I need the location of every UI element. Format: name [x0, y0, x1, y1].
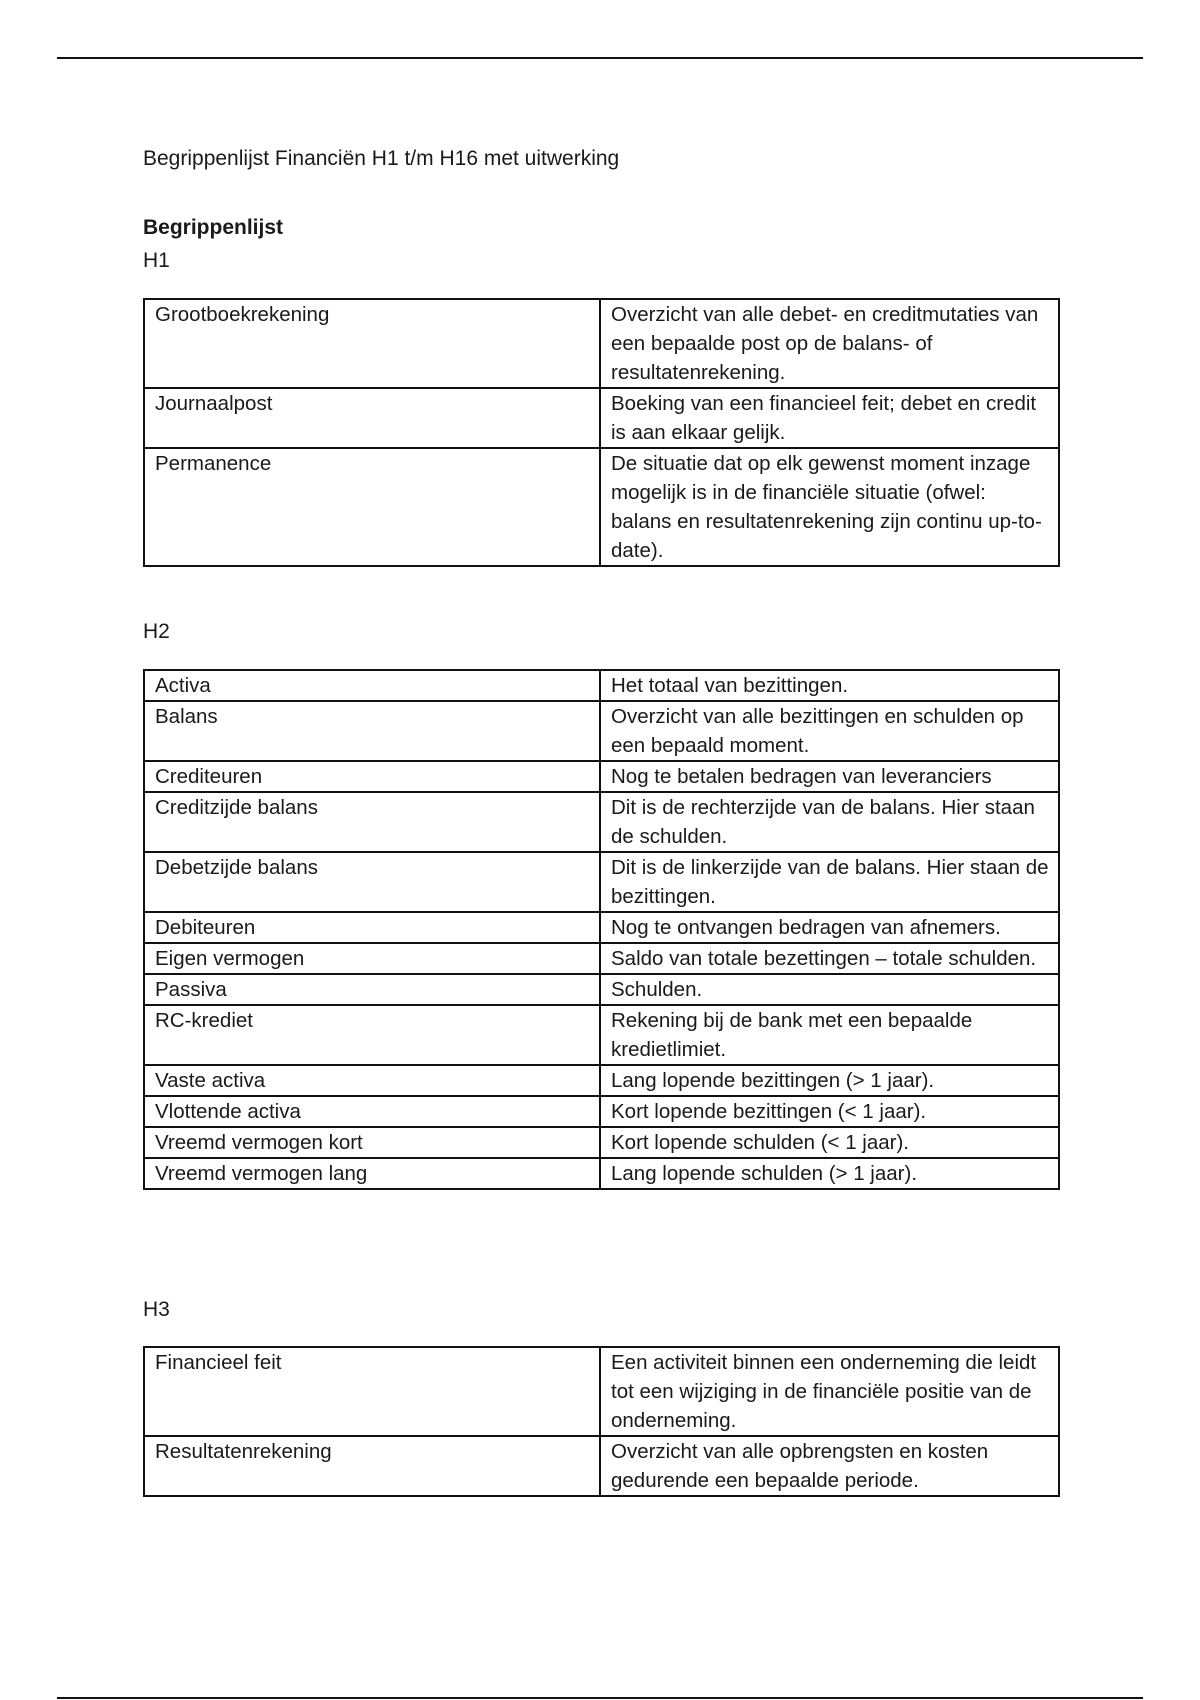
table-row — [144, 912, 1059, 943]
definition-cell: Lang lopende bezittingen (> 1 jaar). — [600, 1065, 1059, 1096]
term-cell: Eigen vermogen — [144, 943, 600, 974]
definition-cell: Een activiteit binnen een onderneming die leidt tot een wijziging in de financiële positie van de onderneming. — [600, 1347, 1059, 1436]
terms-table-h2 — [143, 669, 1060, 1190]
term-cell: RC-krediet — [144, 1005, 600, 1065]
table-row — [144, 1127, 1059, 1158]
document-title: Begrippenlijst Financiën H1 t/m H16 met uitwerking — [143, 147, 620, 170]
table-row — [144, 761, 1059, 792]
definition-cell: Dit is de rechterzijde van de balans. Hier staan de schulden. — [600, 792, 1059, 852]
term-cell: Crediteuren — [144, 761, 600, 792]
definition-cell: Kort lopende bezittingen (< 1 jaar). — [600, 1096, 1059, 1127]
table-row — [144, 701, 1059, 761]
definition-cell: Dit is de linkerzijde van de balans. Hier staan de bezittingen. — [600, 852, 1059, 912]
table-row — [144, 1436, 1059, 1496]
term-cell: Debetzijde balans — [144, 852, 600, 912]
term-cell: Passiva — [144, 974, 600, 1005]
table-row — [144, 1158, 1059, 1189]
term-cell: Balans — [144, 701, 600, 761]
table-row — [144, 943, 1059, 974]
chapter-heading-h2: H2 — [143, 620, 170, 643]
term-cell: Financieel feit — [144, 1347, 600, 1436]
definition-cell: Lang lopende schulden (> 1 jaar). — [600, 1158, 1059, 1189]
footer-rule — [57, 1697, 1143, 1699]
list-heading: Begrippenlijst — [143, 216, 284, 239]
terms-table-h3 — [143, 1346, 1060, 1497]
term-cell: Resultatenrekening — [144, 1436, 600, 1496]
term-cell: Permanence — [144, 448, 600, 566]
terms-table-h1 — [143, 298, 1060, 567]
term-cell: Grootboekrekening — [144, 299, 600, 388]
definition-cell: Overzicht van alle opbrengsten en kosten gedurende een bepaalde periode. — [600, 1436, 1059, 1496]
definition-cell: Boeking van een financieel feit; debet en credit is aan elkaar gelijk. — [600, 388, 1059, 448]
table-row — [144, 1347, 1059, 1436]
table-row — [144, 670, 1059, 701]
chapter-heading-h3: H3 — [143, 1298, 170, 1321]
term-cell: Vreemd vermogen kort — [144, 1127, 600, 1158]
definition-cell: Kort lopende schulden (< 1 jaar). — [600, 1127, 1059, 1158]
definition-cell: Schulden. — [600, 974, 1059, 1005]
term-cell: Creditzijde balans — [144, 792, 600, 852]
chapter-heading-h1: H1 — [143, 249, 170, 272]
definition-cell: Overzicht van alle debet- en creditmutaties van een bepaalde post op de balans- of resultatenrekening. — [600, 299, 1059, 388]
table-row — [144, 388, 1059, 448]
table-row — [144, 299, 1059, 388]
term-cell: Vreemd vermogen lang — [144, 1158, 600, 1189]
table-row — [144, 1065, 1059, 1096]
definition-cell: De situatie dat op elk gewenst moment inzage mogelijk is in de financiële situatie (ofwel: balans en resultatenrekening zijn continu up-to-date). — [600, 448, 1059, 566]
definition-cell: Nog te betalen bedragen van leveranciers — [600, 761, 1059, 792]
term-cell: Vlottende activa — [144, 1096, 600, 1127]
definition-cell: Rekening bij de bank met een bepaalde kredietlimiet. — [600, 1005, 1059, 1065]
table-row — [144, 792, 1059, 852]
term-cell: Vaste activa — [144, 1065, 600, 1096]
table-row — [144, 852, 1059, 912]
definition-cell: Overzicht van alle bezittingen en schulden op een bepaald moment. — [600, 701, 1059, 761]
table-row — [144, 1005, 1059, 1065]
definition-cell: Nog te ontvangen bedragen van afnemers. — [600, 912, 1059, 943]
definition-cell: Saldo van totale bezettingen – totale schulden. — [600, 943, 1059, 974]
term-cell: Journaalpost — [144, 388, 600, 448]
table-row — [144, 448, 1059, 566]
table-row — [144, 974, 1059, 1005]
table-row — [144, 1096, 1059, 1127]
header-rule — [57, 57, 1143, 59]
term-cell: Activa — [144, 670, 600, 701]
definition-cell: Het totaal van bezittingen. — [600, 670, 1059, 701]
term-cell: Debiteuren — [144, 912, 600, 943]
